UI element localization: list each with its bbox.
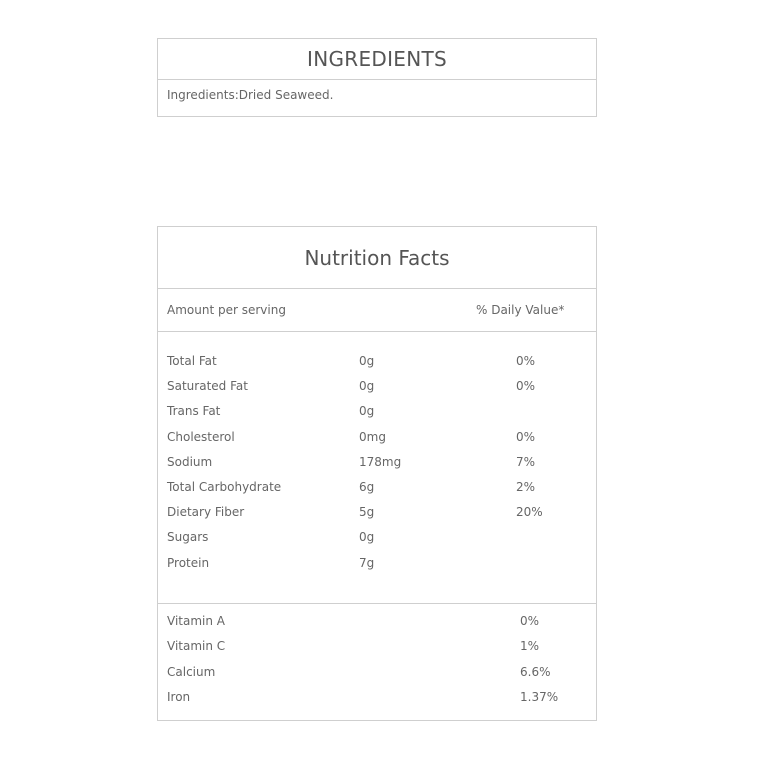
nutrient-daily-value: 7% xyxy=(516,454,536,469)
nutrition-facts-panel xyxy=(157,226,597,721)
nutrient-row-sodium xyxy=(158,450,596,475)
nutrient-amount: 0g xyxy=(359,530,375,545)
ingredients-panel xyxy=(157,38,597,117)
nutrient-name: Dietary Fiber xyxy=(167,505,245,520)
nutrient-amount: 0g xyxy=(359,379,375,394)
nutrient-amount: 7g xyxy=(359,555,375,570)
amount-per-serving-label: Amount per serving xyxy=(167,303,286,317)
nutrient-name: Saturated Fat xyxy=(167,379,248,394)
vitamin-daily-value: 0% xyxy=(520,614,540,628)
nutrient-row-dietary-fiber xyxy=(158,500,596,525)
nutrition-header xyxy=(158,289,596,332)
nutrient-name: Total Carbohydrate xyxy=(167,479,282,494)
daily-value-label: % Daily Value* xyxy=(476,303,565,317)
nutrient-row-total-carbohydrate xyxy=(158,475,596,500)
vitamin-daily-value: 1.37% xyxy=(520,689,559,704)
nutrient-amount: 6g xyxy=(359,479,375,494)
nutrient-row-trans-fat xyxy=(158,399,596,424)
nutrient-name: Total Fat xyxy=(167,354,217,368)
vitamin-row-calcium xyxy=(158,660,596,685)
vitamin-name: Vitamin C xyxy=(167,639,226,654)
nutrient-row-sugars xyxy=(158,525,596,550)
nutrient-row-total-fat xyxy=(158,349,596,374)
nutrient-name: Trans Fat xyxy=(167,404,221,419)
vitamin-daily-value: 6.6% xyxy=(520,664,551,679)
nutrient-amount: 0g xyxy=(359,354,375,368)
nutrient-daily-value: 0% xyxy=(516,429,536,444)
ingredients-text: Ingredients:Dried Seaweed. xyxy=(167,88,334,102)
vitamin-row-vitamin-a xyxy=(158,609,596,634)
nutrient-daily-value: 0% xyxy=(516,354,536,368)
nutrition-facts-title: Nutrition Facts xyxy=(158,227,596,289)
nutrient-daily-value: 20% xyxy=(516,505,543,520)
nutrient-row-cholesterol xyxy=(158,425,596,450)
nutrient-amount: 0g xyxy=(359,404,375,419)
nutrient-name: Cholesterol xyxy=(167,429,235,444)
vitamin-name: Calcium xyxy=(167,664,216,679)
ingredients-title: INGREDIENTS xyxy=(158,39,596,80)
vitamin-list xyxy=(158,604,596,710)
vitamin-name: Vitamin A xyxy=(167,614,225,628)
vitamin-row-iron xyxy=(158,685,596,710)
nutrient-name: Sodium xyxy=(167,454,213,469)
nutrient-amount: 0mg xyxy=(359,429,386,444)
nutrient-amount: 178mg xyxy=(359,454,402,469)
nutrient-name: Protein xyxy=(167,555,210,570)
nutrient-daily-value: 2% xyxy=(516,479,536,494)
nutrient-name: Sugars xyxy=(167,530,209,545)
nutrient-daily-value: 0% xyxy=(516,379,536,394)
nutrient-row-protein xyxy=(158,551,596,576)
nutrient-list xyxy=(158,332,596,604)
vitamin-name: Iron xyxy=(167,689,191,704)
vitamin-daily-value: 1% xyxy=(520,639,540,654)
nutrient-row-saturated-fat xyxy=(158,374,596,399)
vitamin-row-vitamin-c xyxy=(158,634,596,659)
nutrient-amount: 5g xyxy=(359,505,375,520)
